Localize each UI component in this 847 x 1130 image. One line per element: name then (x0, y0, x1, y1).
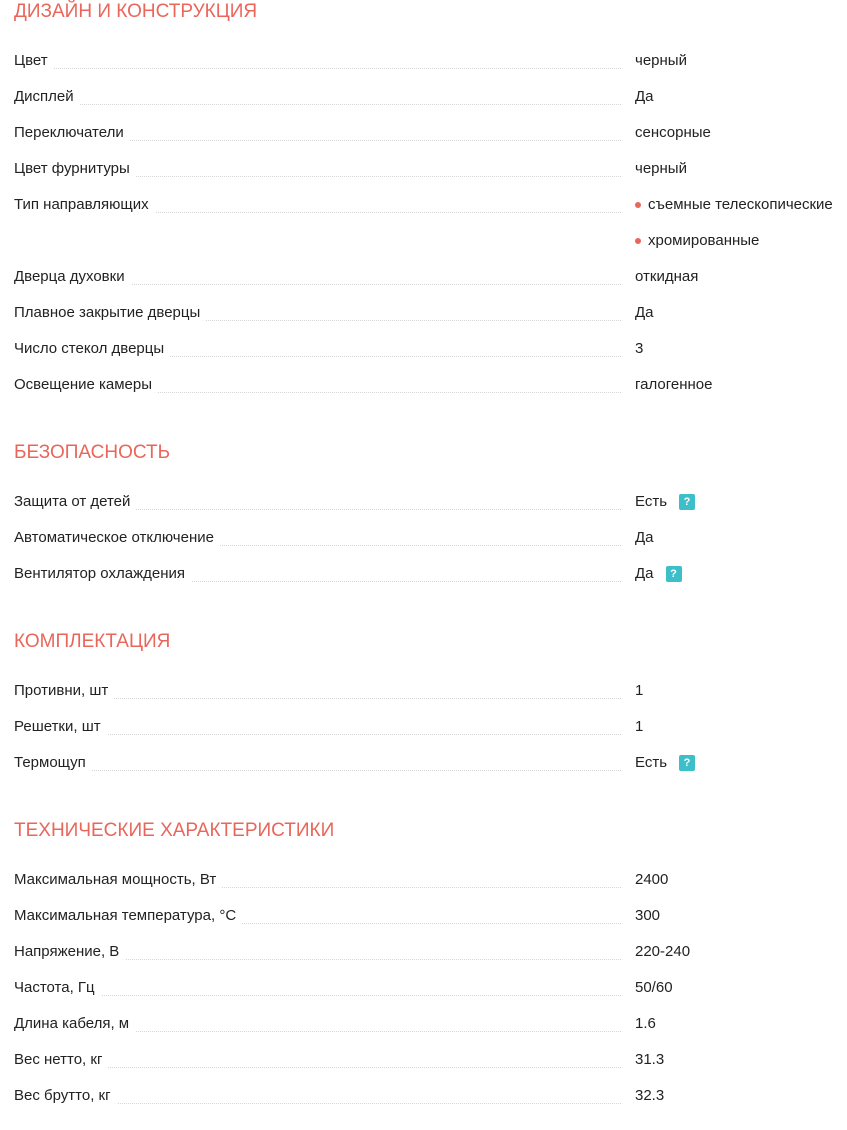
spec-row-child-lock (14, 485, 847, 521)
spec-row-soft-close (14, 296, 847, 332)
spec-row-trays (14, 674, 847, 710)
spec-value: 1 (635, 718, 644, 735)
spec-label: Частота, Гц (14, 979, 101, 997)
spec-value: откидная (635, 268, 699, 285)
help-icon[interactable]: ? (679, 755, 695, 771)
spec-label: Вес брутто, кг (14, 1087, 117, 1105)
spec-label: Плавное закрытие дверцы (14, 304, 206, 322)
spec-row-cooling-fan (14, 557, 847, 593)
spec-row-racks (14, 710, 847, 746)
spec-row-switches (14, 116, 847, 152)
spec-label: Дверца духовки (14, 268, 131, 286)
spec-value (635, 232, 759, 250)
spec-label: Цвет (14, 52, 54, 70)
dotted-leader (14, 68, 621, 69)
spec-row-chamber-light (14, 368, 847, 404)
spec-value: 2400 (635, 871, 669, 888)
spec-value: Да (635, 529, 654, 546)
spec-label: Противни, шт (14, 682, 114, 700)
spec-label: Решетки, шт (14, 718, 107, 736)
spec-label: Дисплей (14, 88, 80, 106)
spec-label: Длина кабеля, м (14, 1015, 135, 1033)
spec-label: Максимальная мощность, Вт (14, 871, 222, 889)
spec-value-text: съемные телескопические (648, 196, 833, 213)
section-technical (14, 819, 847, 1115)
spec-label: Число стекол дверцы (14, 340, 170, 358)
spec-label: Автоматическое отключение (14, 529, 220, 547)
section-safety (14, 441, 847, 593)
dotted-leader (14, 995, 621, 996)
spec-label: Защита от детей (14, 493, 136, 511)
section-title: БЕЗОПАСНОСТЬ (14, 442, 171, 463)
help-icon[interactable]: ? (666, 566, 682, 582)
spec-list (14, 44, 847, 404)
spec-list (14, 674, 847, 782)
spec-value (635, 493, 695, 511)
spec-label: Переключатели (14, 124, 130, 142)
spec-label: Термощуп (14, 754, 92, 772)
spec-label: Вентилятор охлаждения (14, 565, 191, 583)
spec-row-frequency (14, 971, 847, 1007)
spec-value-text: Есть (635, 493, 668, 510)
spec-value: 3 (635, 340, 644, 357)
spec-row-door-glass (14, 332, 847, 368)
spec-value: 300 (635, 907, 661, 924)
spec-label: Тип направляющих (14, 196, 155, 214)
spec-row-guides-type (14, 188, 847, 224)
dotted-leader (14, 770, 621, 771)
spec-row-guides-type-extra (14, 224, 847, 260)
spec-value (635, 565, 682, 583)
section-title: ТЕХНИЧЕСКИЕ ХАРАКТЕРИСТИКИ (14, 820, 335, 841)
section-equipment (14, 630, 847, 782)
spec-row-oven-door (14, 260, 847, 296)
spec-row-max-temp (14, 899, 847, 935)
spec-row-gross-weight (14, 1079, 847, 1115)
spec-value: 50/60 (635, 979, 673, 996)
spec-value: 220-240 (635, 943, 691, 960)
spec-value: 32.3 (635, 1087, 665, 1104)
spec-row-max-power (14, 863, 847, 899)
spec-row-voltage (14, 935, 847, 971)
spec-list (14, 485, 847, 593)
spec-row-net-weight (14, 1043, 847, 1079)
spec-value: черный (635, 160, 687, 177)
spec-value: галогенное (635, 376, 713, 393)
help-icon[interactable]: ? (679, 494, 695, 510)
spec-row-fittings-color (14, 152, 847, 188)
spec-row-probe (14, 746, 847, 782)
section-design (14, 0, 847, 404)
spec-value: Да (635, 88, 654, 105)
spec-value-text: Да (635, 565, 654, 582)
spec-value: сенсорные (635, 124, 711, 141)
spec-label: Напряжение, В (14, 943, 125, 961)
spec-value: 31.3 (635, 1051, 665, 1068)
spec-value-text: Есть (635, 754, 668, 771)
spec-value (635, 754, 695, 772)
spec-label: Максимальная температура, °С (14, 907, 242, 925)
spec-value: 1 (635, 682, 644, 699)
spec-row-auto-off (14, 521, 847, 557)
spec-list (14, 863, 847, 1115)
spec-row-display (14, 80, 847, 116)
spec-row-color (14, 44, 847, 80)
spec-label: Цвет фурнитуры (14, 160, 136, 178)
spec-label: Освещение камеры (14, 376, 158, 394)
section-title: ДИЗАЙН И КОНСТРУКЦИЯ (14, 1, 258, 22)
spec-value: Да (635, 304, 654, 321)
bullet-icon (635, 238, 641, 244)
bullet-icon (635, 202, 641, 208)
dotted-leader (14, 104, 621, 105)
spec-row-cable-length (14, 1007, 847, 1043)
spec-value: черный (635, 52, 687, 69)
spec-value-text: хромированные (648, 232, 760, 249)
spec-value (635, 196, 833, 214)
spec-label: Вес нетто, кг (14, 1051, 108, 1069)
spec-value: 1.6 (635, 1015, 656, 1032)
section-title: КОМПЛЕКТАЦИЯ (14, 631, 171, 652)
